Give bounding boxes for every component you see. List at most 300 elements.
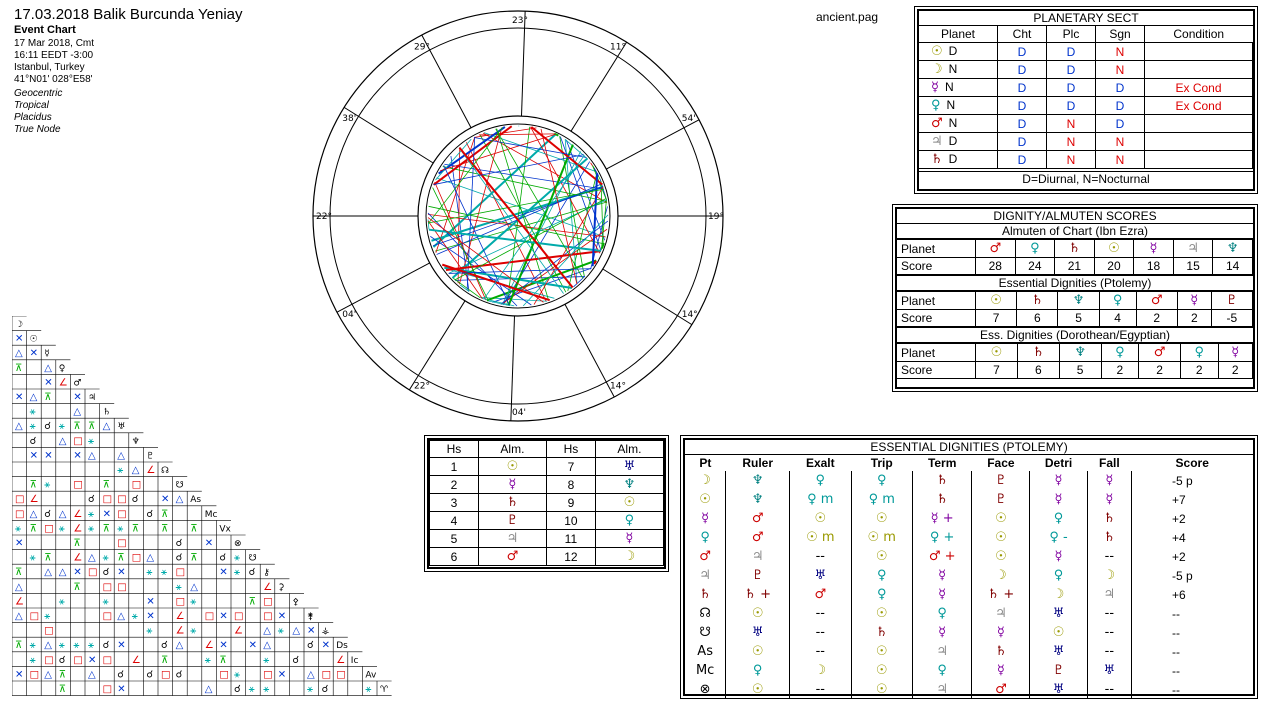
sect-cht-cell: D xyxy=(998,115,1047,133)
aspect-mark: ✕ xyxy=(29,348,38,360)
planet-glyph-icon: ♀ xyxy=(876,568,887,583)
essential-cell xyxy=(685,566,726,585)
aspect-mark: ∠ xyxy=(146,465,156,476)
aspect-mark: △ xyxy=(88,450,96,462)
cusp-degree-label: 54' xyxy=(681,114,696,124)
house-almuten-table xyxy=(429,440,664,566)
planet-glyph-icon: ♀ xyxy=(624,513,635,528)
aspect-mark: △ xyxy=(175,494,184,506)
grid-label: ☿ xyxy=(44,349,50,360)
sect-col-plc: Plc xyxy=(1047,26,1096,43)
planet-glyph-icon: ♂ xyxy=(1150,293,1163,308)
planet-glyph-icon: ☿ xyxy=(1054,492,1063,507)
essential-cell xyxy=(972,509,1030,528)
aspect-mark: □ xyxy=(131,552,142,564)
aspect-mark: ⚹ xyxy=(58,523,65,535)
planet-glyph-icon: ♀ xyxy=(931,98,941,113)
aspect-mark: ∠ xyxy=(29,494,39,506)
cusp-degree-label: 11° xyxy=(610,42,626,53)
score-planet-cell xyxy=(1017,292,1058,310)
essential-cell xyxy=(972,623,1030,642)
planet-glyph-icon: ♅ xyxy=(623,459,636,474)
planet-glyph-icon: ☿ xyxy=(508,477,517,492)
essential-score: -- xyxy=(1171,606,1180,621)
sect-planet-cell xyxy=(919,79,998,97)
aspect-mark: △ xyxy=(146,552,155,564)
planet-glyph-icon: ♆ xyxy=(751,492,764,507)
essential-cell xyxy=(685,528,726,547)
essential-row xyxy=(685,623,1253,642)
score-value-cell: 21 xyxy=(1055,258,1095,275)
aspect-mark: □ xyxy=(204,611,215,622)
essential-cell xyxy=(1087,490,1131,509)
aspect-mark: ✕ xyxy=(277,611,287,622)
essential-score: +2 xyxy=(1171,511,1186,526)
score-planet-cell xyxy=(1173,240,1213,258)
aspect-mark: ⚹ xyxy=(88,523,94,535)
aspect-mark: ∠ xyxy=(175,625,185,637)
grid-label: Ds xyxy=(336,641,348,652)
essential-cell xyxy=(851,680,912,699)
aspect-mark: ✕ xyxy=(219,567,228,579)
aspect-mark: ⊼ xyxy=(73,421,81,433)
essential-row xyxy=(685,680,1253,699)
aspect-mark: ∠ xyxy=(131,654,141,666)
aspect-mark: □ xyxy=(73,654,83,666)
essential-row xyxy=(685,661,1253,680)
essential-score: +2 xyxy=(1171,549,1186,564)
planet-glyph-icon: ☉ xyxy=(814,511,827,526)
aspect-mark: ⚹ xyxy=(15,523,21,535)
aspect-mark: ⚹ xyxy=(44,479,51,491)
sect-plc-cell: D xyxy=(1047,79,1096,97)
sect-planet-cell xyxy=(919,43,998,61)
essential-row xyxy=(685,604,1253,623)
grid-label: ☋ xyxy=(175,480,184,491)
aspect-mark: ⊼ xyxy=(161,523,169,535)
aspect-mark: △ xyxy=(204,684,213,695)
essential-row xyxy=(685,490,1253,509)
aspect-mark: ☌ xyxy=(175,552,183,564)
aspect-mark: △ xyxy=(44,669,52,681)
aspect-mark: □ xyxy=(102,654,113,666)
sect-polarity: N xyxy=(946,98,956,112)
aspect-mark: ✕ xyxy=(102,508,111,520)
aspect-mark: ☌ xyxy=(44,508,51,520)
chart-time: 16:11 EEDT -3:00 xyxy=(14,50,94,61)
planet-glyph-icon: ☽ xyxy=(1052,587,1065,602)
planet-glyph-icon: ☉ xyxy=(995,511,1007,526)
sect-table xyxy=(919,26,1253,169)
sect-row xyxy=(919,133,1253,151)
house-number: 10 xyxy=(546,512,595,530)
score-planet-cell xyxy=(976,240,1016,258)
planet-glyph-icon: ♃ xyxy=(931,134,943,149)
aspect-line xyxy=(439,127,505,174)
score-planet-cell xyxy=(1218,344,1252,362)
setting-placidus: Placidus xyxy=(14,112,52,123)
cusp-degree-label: 04' xyxy=(512,408,526,418)
sect-sgn-cell: N xyxy=(1096,61,1145,79)
essential-cell xyxy=(1030,547,1087,566)
sect-polarity: N xyxy=(948,62,958,76)
aspect-mark: ☌ xyxy=(58,654,66,666)
house-number: 12 xyxy=(546,548,595,566)
aspect-mark: ⊼ xyxy=(88,421,96,433)
planet-glyph-icon: ☉ m xyxy=(867,530,896,545)
planet-glyph-icon: ☉ xyxy=(1108,241,1120,256)
aspect-mark: ☌ xyxy=(102,567,110,579)
planet-glyph-icon: ☿ + xyxy=(930,511,954,526)
aspect-mark: □ xyxy=(117,581,127,593)
planet-glyph-icon: ☉ xyxy=(506,459,519,474)
aspect-mark: ☌ xyxy=(102,640,110,652)
house-almuten-cell xyxy=(595,458,663,476)
planet-glyph-icon: ♂ xyxy=(751,511,764,526)
planet-glyph-icon: ♅ xyxy=(1052,644,1065,659)
essential-cell xyxy=(1087,547,1131,566)
alm-col-2: Alm. xyxy=(595,441,663,458)
sect-row xyxy=(919,97,1253,115)
essential-col-header: Term xyxy=(927,456,957,470)
score-table xyxy=(897,343,1253,379)
score-value-cell: 24 xyxy=(1015,258,1055,275)
score-section-caption: Essential Dignities (Ptolemy) xyxy=(897,275,1253,291)
essential-cell xyxy=(912,585,971,604)
aspect-mark: △ xyxy=(29,508,38,520)
planet-glyph-icon: ☽ xyxy=(814,663,827,678)
score-planet-cell xyxy=(976,344,1018,362)
essential-title: ESSENTIAL DIGNITIES (PTOLEMY) xyxy=(685,440,1253,455)
aspect-mark: ⚹ xyxy=(365,684,372,695)
planet-glyph-icon: ♂ + xyxy=(928,549,956,564)
essential-cell xyxy=(1131,566,1253,585)
aspect-mark: □ xyxy=(234,611,244,622)
essential-cell xyxy=(726,661,790,680)
planet-glyph-icon: ☉ xyxy=(751,644,764,659)
score-value-cell: 7 xyxy=(976,362,1018,379)
planet-glyph-icon: ♂ xyxy=(699,549,711,564)
aspect-mark: ⚹ xyxy=(204,654,211,666)
essential-cell xyxy=(726,509,790,528)
essential-col-header: Score xyxy=(1175,456,1209,470)
aspect-mark: ⚹ xyxy=(88,640,94,652)
planet-glyph-icon: -- xyxy=(1104,682,1115,697)
planet-glyph-icon: ☉ xyxy=(751,682,764,697)
chart-title: 17.03.2018 Balik Burcunda Yeniay xyxy=(14,6,243,23)
aspect-mark: ⚹ xyxy=(248,684,255,695)
aspect-mark: ✕ xyxy=(117,567,126,579)
house-number: 3 xyxy=(430,494,479,512)
score-value-cell: 5 xyxy=(1058,310,1099,327)
house-almuten-cell xyxy=(478,458,546,476)
planet-glyph-icon: ☉ xyxy=(1052,625,1065,640)
grid-label: Av xyxy=(365,670,377,681)
score-planet-cell xyxy=(1101,344,1139,362)
planet-glyph-icon: ♄ xyxy=(1032,345,1045,360)
score-planet-cell xyxy=(1058,292,1099,310)
grid-label: ☉ xyxy=(29,334,38,345)
aspect-mark: ☌ xyxy=(88,494,95,506)
aspect-mark: ⚹ xyxy=(146,567,153,579)
score-value-cell: 2 xyxy=(1101,362,1139,379)
essential-cell xyxy=(685,490,726,509)
aspect-mark: ☌ xyxy=(44,421,51,433)
essential-row xyxy=(685,585,1253,604)
planet-glyph-icon: ♂ xyxy=(814,587,827,602)
essential-cell xyxy=(685,623,726,642)
planet-glyph-icon: ♀ xyxy=(1030,241,1040,256)
planet-glyph-icon: ♆ xyxy=(1226,241,1239,256)
aspect-mark: △ xyxy=(175,640,184,652)
aspect-mark: □ xyxy=(73,435,83,447)
aspect-mark: ✕ xyxy=(219,640,228,652)
aspect-mark: □ xyxy=(102,581,113,593)
essential-cell xyxy=(1030,528,1087,547)
essential-cell xyxy=(790,566,851,585)
score-row-label: Score xyxy=(897,310,976,327)
sect-footer: D=Diurnal, N=Nocturnal xyxy=(919,171,1253,186)
essential-score: -- xyxy=(1171,644,1180,659)
sect-row xyxy=(919,115,1253,133)
score-value-row xyxy=(897,362,1253,379)
grid-label: ☊ xyxy=(161,466,169,476)
house-number: 1 xyxy=(430,458,479,476)
planet-glyph-icon: ☉ xyxy=(875,511,888,526)
essential-score: +4 xyxy=(1171,530,1186,545)
planet-glyph-icon: ♂ xyxy=(751,530,764,545)
planet-glyph-icon: As xyxy=(697,644,713,659)
essential-cell xyxy=(790,623,851,642)
sect-cht-cell: D xyxy=(998,43,1047,61)
planet-glyph-icon: ♀ xyxy=(1115,345,1125,360)
aspect-mark: ✕ xyxy=(146,596,155,608)
aspect-mark: ✕ xyxy=(73,392,82,403)
planet-glyph-icon: ☿ xyxy=(938,568,947,583)
aspect-mark: ✕ xyxy=(307,625,316,637)
grid-label: ☽ xyxy=(15,320,24,330)
essential-cell xyxy=(972,680,1030,699)
essential-cell xyxy=(912,471,971,490)
setting-tropical: Tropical xyxy=(14,100,49,111)
planet-glyph-icon: ♇ xyxy=(995,492,1007,507)
aspect-mark: ⚹ xyxy=(161,567,167,579)
house-cusp-line xyxy=(571,42,627,131)
sect-cht-cell: D xyxy=(998,133,1047,151)
score-planet-row xyxy=(897,292,1253,310)
essential-cell xyxy=(685,471,726,490)
essential-table xyxy=(685,455,1253,699)
aspect-mark: △ xyxy=(73,406,82,418)
essential-cell xyxy=(790,471,851,490)
chart-type: Event Chart xyxy=(14,24,76,36)
essential-cell xyxy=(851,490,912,509)
essential-cell xyxy=(685,680,726,699)
aspect-line xyxy=(474,128,536,137)
planet-glyph-icon: ♃ xyxy=(1187,241,1199,256)
aspect-mark: ⚹ xyxy=(117,465,124,476)
score-row-label: Planet xyxy=(897,240,976,258)
essential-cell xyxy=(1087,509,1131,528)
house-cusp-line xyxy=(521,11,525,116)
planet-glyph-icon: ♀ xyxy=(1053,568,1064,583)
house-number: 5 xyxy=(430,530,479,548)
sect-title: PLANETARY SECT xyxy=(919,11,1253,26)
aspect-mark: □ xyxy=(175,596,186,608)
essential-cell xyxy=(1131,471,1253,490)
essential-cell xyxy=(1030,509,1087,528)
planet-glyph-icon: -- xyxy=(1104,549,1115,564)
aspect-mark: ✕ xyxy=(29,450,38,462)
grid-label: ♀ xyxy=(58,363,66,374)
aspect-mark: △ xyxy=(263,625,271,637)
dignity-scores-panel xyxy=(895,207,1255,389)
planet-glyph-icon: ♀ xyxy=(937,663,947,678)
aspect-mark: ⊼ xyxy=(58,669,67,681)
score-planet-cell xyxy=(1139,344,1181,362)
aspect-mark: △ xyxy=(15,611,23,622)
planet-glyph-icon: ♂ xyxy=(1153,345,1166,360)
aspect-mark: ⚹ xyxy=(88,435,94,447)
score-value-cell: 6 xyxy=(1017,310,1058,327)
planet-glyph-icon: ☉ xyxy=(875,606,888,621)
score-value-row xyxy=(897,258,1253,275)
aspect-mark: ☌ xyxy=(219,552,227,564)
planet-glyph-icon: ♃ xyxy=(995,606,1007,621)
planet-glyph-icon: ♃ xyxy=(936,644,948,659)
house-number: 8 xyxy=(546,476,595,494)
grid-label: Vx xyxy=(219,524,231,535)
essential-cell xyxy=(726,604,790,623)
planet-glyph-icon: ☉ xyxy=(990,293,1002,308)
house-almuten-cell xyxy=(478,548,546,566)
aspect-mark: ⚹ xyxy=(29,406,36,418)
aspect-mark: ⊼ xyxy=(219,654,227,666)
planet-glyph-icon: ♄ xyxy=(1068,241,1081,256)
essential-cell xyxy=(912,680,971,699)
grid-label: ⚳ xyxy=(277,582,285,593)
essential-cell xyxy=(851,623,912,642)
aspect-mark: ⚹ xyxy=(277,625,284,637)
essential-cell xyxy=(1131,661,1253,680)
planet-glyph-icon: ♀ + xyxy=(929,530,955,545)
aspect-mark: ✕ xyxy=(117,640,126,652)
planet-glyph-icon: ♀ m xyxy=(868,492,895,507)
planet-glyph-icon: ☉ xyxy=(875,663,888,678)
alm-col-1: Alm. xyxy=(478,441,546,458)
planet-glyph-icon: ☿ xyxy=(1190,293,1199,308)
essential-cell xyxy=(1030,566,1087,585)
sect-col-sgn: Sgn xyxy=(1096,26,1145,43)
aspect-mark: ∠ xyxy=(73,508,83,520)
essential-cell xyxy=(1087,604,1131,623)
planet-glyph-icon: ☿ xyxy=(1105,473,1114,488)
sect-col-planet: Planet xyxy=(919,26,998,43)
aspect-mark: ☌ xyxy=(248,567,256,579)
essential-cell xyxy=(912,661,971,680)
planet-glyph-icon: ♄ xyxy=(1031,293,1044,308)
house-almuten-cell xyxy=(478,530,546,548)
planet-glyph-icon: -- xyxy=(815,682,825,697)
sect-planet-cell xyxy=(919,97,998,115)
aspect-mark: ☌ xyxy=(292,654,300,666)
essential-col-header: Face xyxy=(987,456,1015,470)
aspect-mark: ☌ xyxy=(234,684,241,695)
score-value-cell: 2 xyxy=(1139,362,1181,379)
aspect-mark: ✕ xyxy=(15,669,24,681)
score-value-cell: 5 xyxy=(1059,362,1101,379)
score-planet-cell xyxy=(976,292,1017,310)
aspect-mark: ⊼ xyxy=(44,392,52,403)
planet-glyph-icon: ♂ xyxy=(506,549,519,564)
essential-cell xyxy=(1030,490,1087,509)
essential-cell xyxy=(685,547,726,566)
aspect-mark: ⊼ xyxy=(190,552,198,564)
aspect-mark: ⚹ xyxy=(234,552,240,564)
planet-glyph-icon: ♄ xyxy=(1103,511,1116,526)
planet-glyph-icon: ☿ xyxy=(1149,241,1158,256)
essential-cell xyxy=(1030,471,1087,490)
essential-cell xyxy=(912,490,971,509)
planet-glyph-icon: ♀ xyxy=(752,663,763,678)
sect-cht-cell: D xyxy=(998,79,1047,97)
planet-glyph-icon: -- xyxy=(815,644,825,659)
sect-condition-cell xyxy=(1145,43,1253,61)
aspect-mark: ✕ xyxy=(117,684,126,695)
aspect-mark: ⊼ xyxy=(44,552,52,564)
cusp-degree-label: 19° xyxy=(708,212,724,222)
essential-cell xyxy=(972,547,1030,566)
aspect-mark: ✕ xyxy=(146,611,155,622)
essential-cell xyxy=(790,642,851,661)
essential-cell xyxy=(726,585,790,604)
aspect-line xyxy=(443,167,607,202)
essential-col-header: Exalt xyxy=(805,456,835,470)
score-planet-cell xyxy=(1177,292,1211,310)
planet-glyph-icon: ♅ xyxy=(1052,682,1065,697)
sect-cht-cell: D xyxy=(998,61,1047,79)
essential-cell xyxy=(851,642,912,661)
essential-cell xyxy=(972,604,1030,623)
planet-glyph-icon: ⊗ xyxy=(699,682,711,697)
house-almuten-cell xyxy=(595,494,663,512)
aspect-mark: △ xyxy=(15,581,23,593)
essential-cell xyxy=(972,471,1030,490)
essential-cell xyxy=(685,604,726,623)
planet-glyph-icon: ♄ xyxy=(699,587,711,602)
planet-glyph-icon: ♀ - xyxy=(1049,530,1068,545)
sect-sgn-cell: D xyxy=(1096,115,1145,133)
score-value-cell: 14 xyxy=(1213,258,1253,275)
grid-label: ♅ xyxy=(117,422,126,433)
planet-glyph-icon: ☉ m xyxy=(806,530,835,545)
page-label: ancient.pag xyxy=(816,10,879,24)
house-number: 6 xyxy=(430,548,479,566)
sect-sgn-cell: D xyxy=(1096,79,1145,97)
aspect-mark: ✕ xyxy=(219,611,228,622)
essential-score: -5 p xyxy=(1171,568,1193,583)
sect-cht-cell: D xyxy=(998,151,1047,169)
score-planet-cell xyxy=(1017,344,1059,362)
score-value-cell: 2 xyxy=(1218,362,1252,379)
sect-planet-cell xyxy=(919,61,998,79)
essential-cell xyxy=(912,623,971,642)
aspect-mark: ⊼ xyxy=(15,362,23,374)
planet-glyph-icon: ☽ xyxy=(699,473,711,488)
aspect-mark: ∠ xyxy=(336,654,346,666)
planet-glyph-icon: ♇ xyxy=(1052,663,1065,678)
aspect-mark: ☌ xyxy=(146,508,154,520)
